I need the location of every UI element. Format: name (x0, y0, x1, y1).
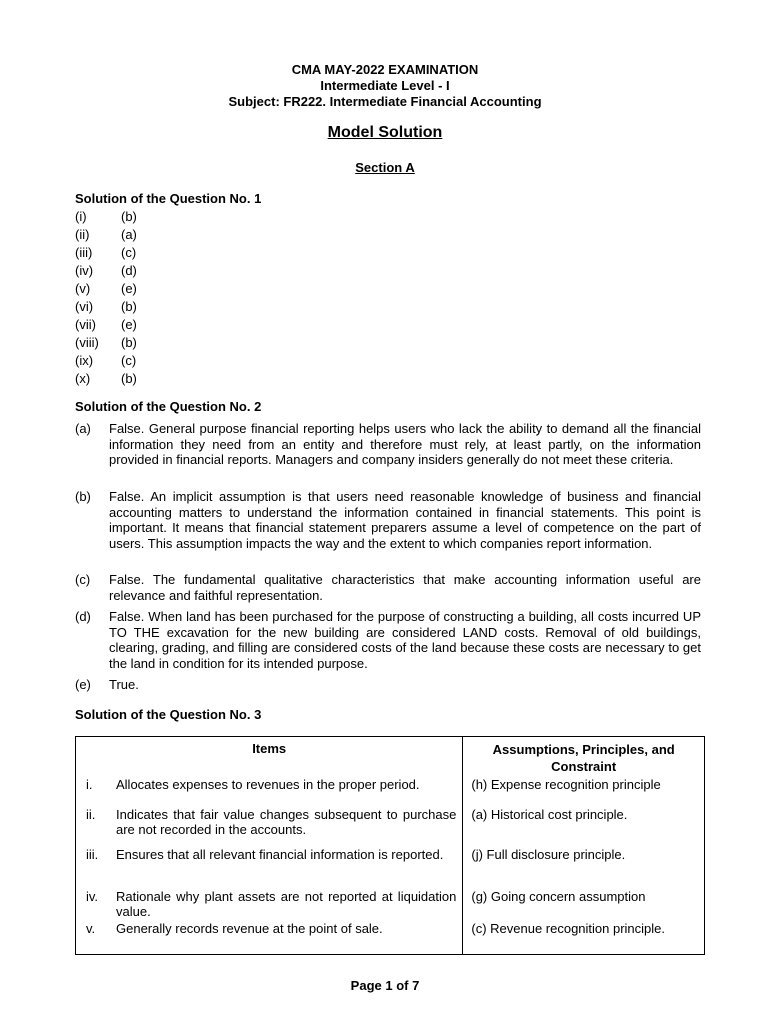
principle-cell: (g) Going concern assumption (463, 889, 705, 921)
q1-answer: (c) (121, 353, 137, 368)
q1-answer: (a) (121, 227, 137, 242)
row-number: iv. (86, 888, 99, 904)
q1-number: (i) (75, 209, 87, 224)
table-row (76, 889, 705, 921)
row-number: ii. (86, 806, 96, 822)
q1-heading: Solution of the Question No. 1 (75, 191, 262, 206)
q1-number: (ii) (75, 227, 90, 242)
exam-level: Intermediate Level - I (320, 78, 450, 93)
q2-item-text: False. The fundamental qualitative characteristics that make accounting information useful are relevance and faithful representation. (109, 572, 701, 603)
item-text: Ensures that all relevant financial information is reported. (116, 846, 444, 862)
q1-answer: (c) (121, 245, 137, 260)
q3-header-row (76, 737, 705, 777)
exam-title: CMA MAY-2022 EXAMINATION (291, 62, 479, 77)
page-title: Model Solution (327, 124, 443, 141)
q1-number: (iv) (75, 263, 94, 278)
q1-number: (vi) (75, 299, 94, 314)
item-text: Allocates expenses to revenues in the proper period. (116, 776, 420, 792)
q2-item-b (75, 489, 701, 551)
page-number: Page 1 of 7 (350, 978, 420, 993)
q1-answer: (b) (121, 371, 137, 386)
q2-item-label: (c) (75, 572, 91, 587)
q2-heading: Solution of the Question No. 2 (75, 399, 262, 414)
item-text: Generally records revenue at the point of sale. (116, 920, 383, 936)
q2-item-label: (b) (75, 489, 91, 504)
q1-number: (ix) (75, 353, 94, 368)
q1-answer: (e) (121, 281, 137, 296)
col-header-principles-line1: Assumptions, Principles, and (492, 742, 675, 757)
q3-table (75, 736, 705, 955)
row-number: iii. (86, 846, 99, 862)
q2-item-text: False. General purpose financial reporting helps users who lack the ability to demand all the financial information they need from an entity and therefore must rely, at least partly, on the information provided in financial reports. Managers and company insiders generally do not meet these criteria. (109, 421, 701, 467)
col-header-principles-line2: Constraint (551, 759, 617, 774)
principle-cell: (c) Revenue recognition principle. (463, 921, 705, 955)
col-header-principles (463, 737, 705, 777)
item-cell (76, 921, 463, 955)
item-text: Indicates that fair value changes subsequent to purchase are not recorded in the accounts. (116, 806, 457, 837)
q2-item-d (75, 609, 701, 671)
table-row (76, 847, 705, 889)
q2-item-text: False. An implicit assumption is that users need reasonable knowledge of business and financial accounting matters to understand the information contained in financial statements. This point is important. It means that financial statement preparers assume a level of competence on the part of users. This assumption impacts the way and the extent to which companies report information. (109, 489, 701, 551)
table-row (76, 807, 705, 847)
q2-item-a (75, 421, 701, 468)
col-header-items: Items (76, 737, 463, 777)
item-cell (76, 807, 463, 847)
principle-cell: (j) Full disclosure principle. (463, 847, 705, 889)
section-heading: Section A (355, 160, 415, 175)
item-cell (76, 777, 463, 807)
item-cell (76, 889, 463, 921)
q1-answer: (d) (121, 263, 137, 278)
q1-number: (v) (75, 281, 91, 296)
q2-item-label: (a) (75, 421, 91, 436)
q1-number: (viii) (75, 335, 99, 350)
q2-item-label: (e) (75, 677, 91, 692)
q1-number: (vii) (75, 317, 96, 332)
q2-item-label: (d) (75, 609, 91, 624)
table-row (76, 777, 705, 807)
q1-number: (iii) (75, 245, 93, 260)
q1-answer: (e) (121, 317, 137, 332)
exam-subject: Subject: FR222. Intermediate Financial Accounting (228, 94, 542, 109)
q2-item-c (75, 572, 701, 603)
row-number: i. (86, 776, 93, 792)
q1-answer: (b) (121, 209, 137, 224)
item-text: Rationale why plant assets are not reported at liquidation value. (116, 888, 457, 919)
row-number: v. (86, 920, 96, 936)
q1-answer: (b) (121, 335, 137, 350)
q1-number: (x) (75, 371, 91, 386)
principle-cell: (h) Expense recognition principle (463, 777, 705, 807)
q2-item-text: False. When land has been purchased for the purpose of constructing a building, all costs incurred UP TO THE excavation for the new building are considered LAND costs. Removal of old buildings, clearing, grading, and filling are considered costs of the land because these costs are necessary to get the land in condition for its intended purpose. (109, 609, 701, 671)
q3-heading: Solution of the Question No. 3 (75, 707, 262, 722)
item-cell (76, 847, 463, 889)
q1-answer: (b) (121, 299, 137, 314)
q2-item-e (75, 677, 701, 693)
q2-item-text: True. (109, 677, 139, 692)
table-row (76, 921, 705, 955)
principle-cell: (a) Historical cost principle. (463, 807, 705, 847)
